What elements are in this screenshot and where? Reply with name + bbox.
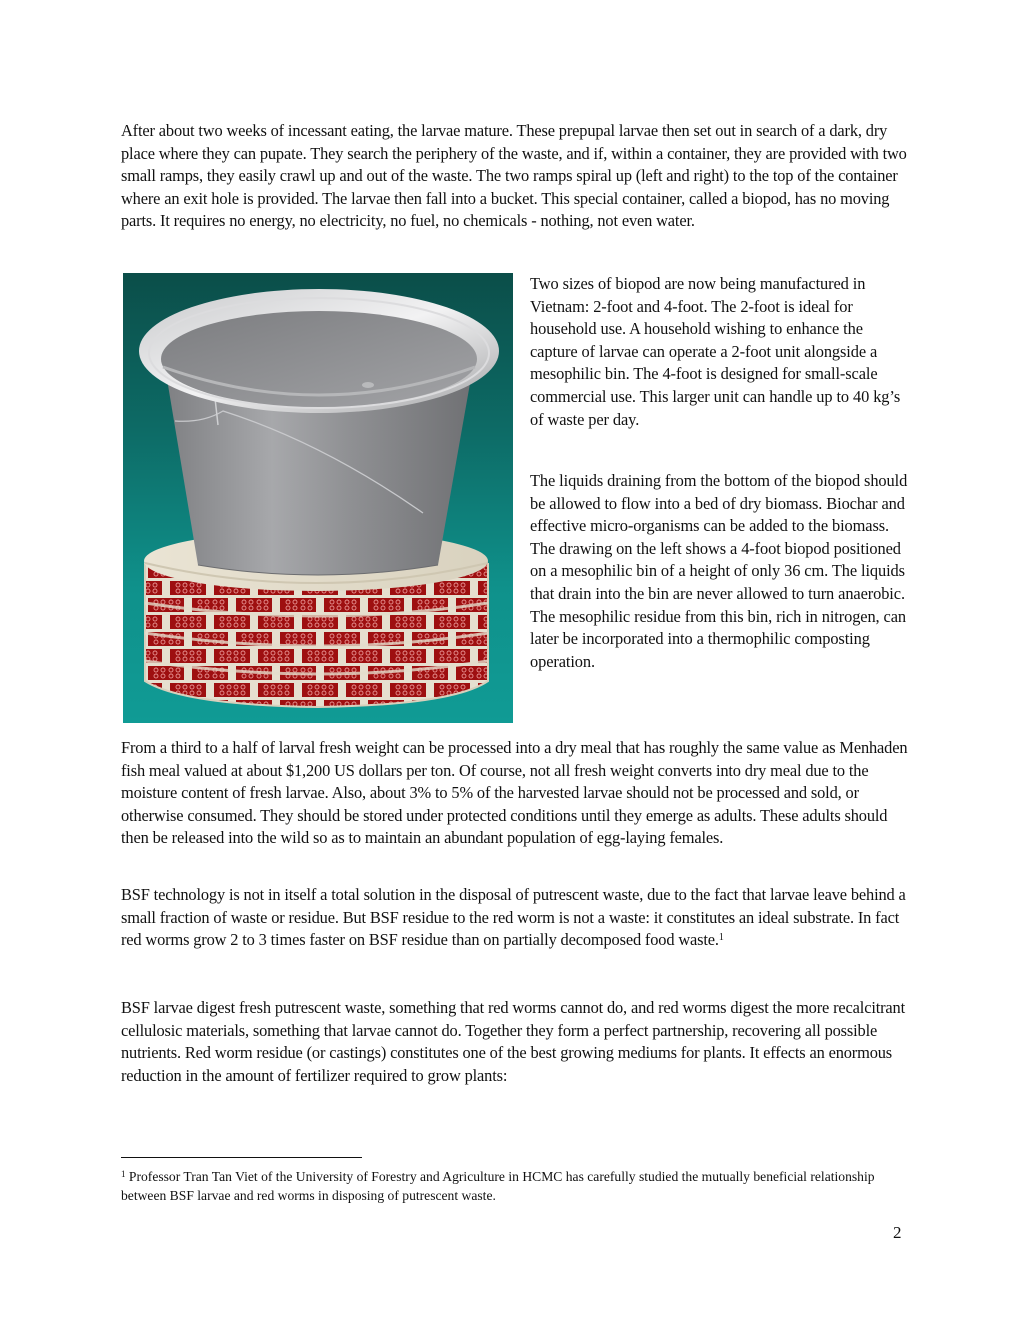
paragraph-larvae-maturation: After about two weeks of incessant eating, the larvae mature. These prepupal larvae then set out in search of a dark, dry place where they can pupate. They search the periphery of the waste, and if, within a container, they are provided with two small ramps, they easily crawl up and out of the waste. The two ramps spiral up (left and right) to the top of the container where an exit hole is provided. The larvae then fall into a bucket. This special container, called a biopod, has no moving parts. It requires no energy, no electricity, no fuel, no chemicals - nothing, not even water. (121, 121, 907, 231)
footnote-reference[interactable]: 1 (718, 932, 724, 944)
paragraph-liquid-drainage: The liquids draining from the bottom of the biopod should be allowed to flow into a bed of dry biomass. Biochar and effective micro-organisms can be added to the biomass. The drawing on the left shows a 4-foot biopod positioned on a mesophilic bin of a height of only 36 cm. The liquids that drain into the bin are never allowed to turn anaerobic. The mesophilic residue from this bin, rich in nitrogen, can later be incorporated into a thermophilic composting operation. (530, 471, 908, 671)
paragraph-bsf-residue (121, 884, 911, 952)
footnote-marker: 1 (121, 1169, 126, 1179)
biopod-illustration (123, 273, 513, 723)
footnote-separator (121, 1157, 362, 1158)
footnote (121, 1167, 911, 1205)
footnote-text: Professor Tran Tan Viet of the University of Forestry and Agriculture in HCMC has carefully studied the mutually beneficial relationship between BSF larvae and red worms in disposing of putrescent waste. (121, 1169, 875, 1203)
paragraph-dry-meal: From a third to a half of larval fresh weight can be processed into a dry meal that has roughly the same value as Menhaden fish meal valued at about $1,200 US dollars per ton. Of course, not all fresh weight converts into dry meal due to the moisture content of fresh larvae. Also, about 3% to 5% of the harvested larvae should not be processed and sold, or otherwise consumed. They should be stored under protected conditions until they emerge as adults. These adults should then be released into the wild so as to maintain an abundant population of egg-laying females. (121, 738, 908, 848)
biopod-drawing (123, 273, 513, 723)
biopod-bucket (139, 289, 499, 575)
page-number: 2 (893, 1223, 902, 1242)
paragraph-bsf-residue-text: BSF technology is not in itself a total solution in the disposal of putrescent waste, due to the fact that larvae leave behind a small fraction of waste or residue. But BSF residue to the red worm is not a waste: it constitutes an ideal substrate. In fact red worms grow 2 to 3 times faster on BSF residue than on partially decomposed food waste. (121, 885, 906, 950)
paragraph-biopod-sizes: Two sizes of biopod are now being manufactured in Vietnam: 2-foot and 4-foot. The 2-foot is ideal for household use. A household wishing to enhance the capture of larvae can operate a 2-foot unit alongside a mesophilic bin. The 4-foot is designed for small-scale commercial use. This larger unit can handle up to 40 kg’s of waste per day. (530, 274, 901, 429)
paragraph-partnership: BSF larvae digest fresh putrescent waste, something that red worms cannot do, and red worms digest the more recalcitrant cellulosic materials, something that larvae cannot do. Together they form a perfect partnership, recovering all possible nutrients. Red worm residue (or castings) constitutes one of the best growing mediums for plants. It effects an enormous reduction in the amount of fertilizer required to grow plants: (121, 998, 906, 1085)
